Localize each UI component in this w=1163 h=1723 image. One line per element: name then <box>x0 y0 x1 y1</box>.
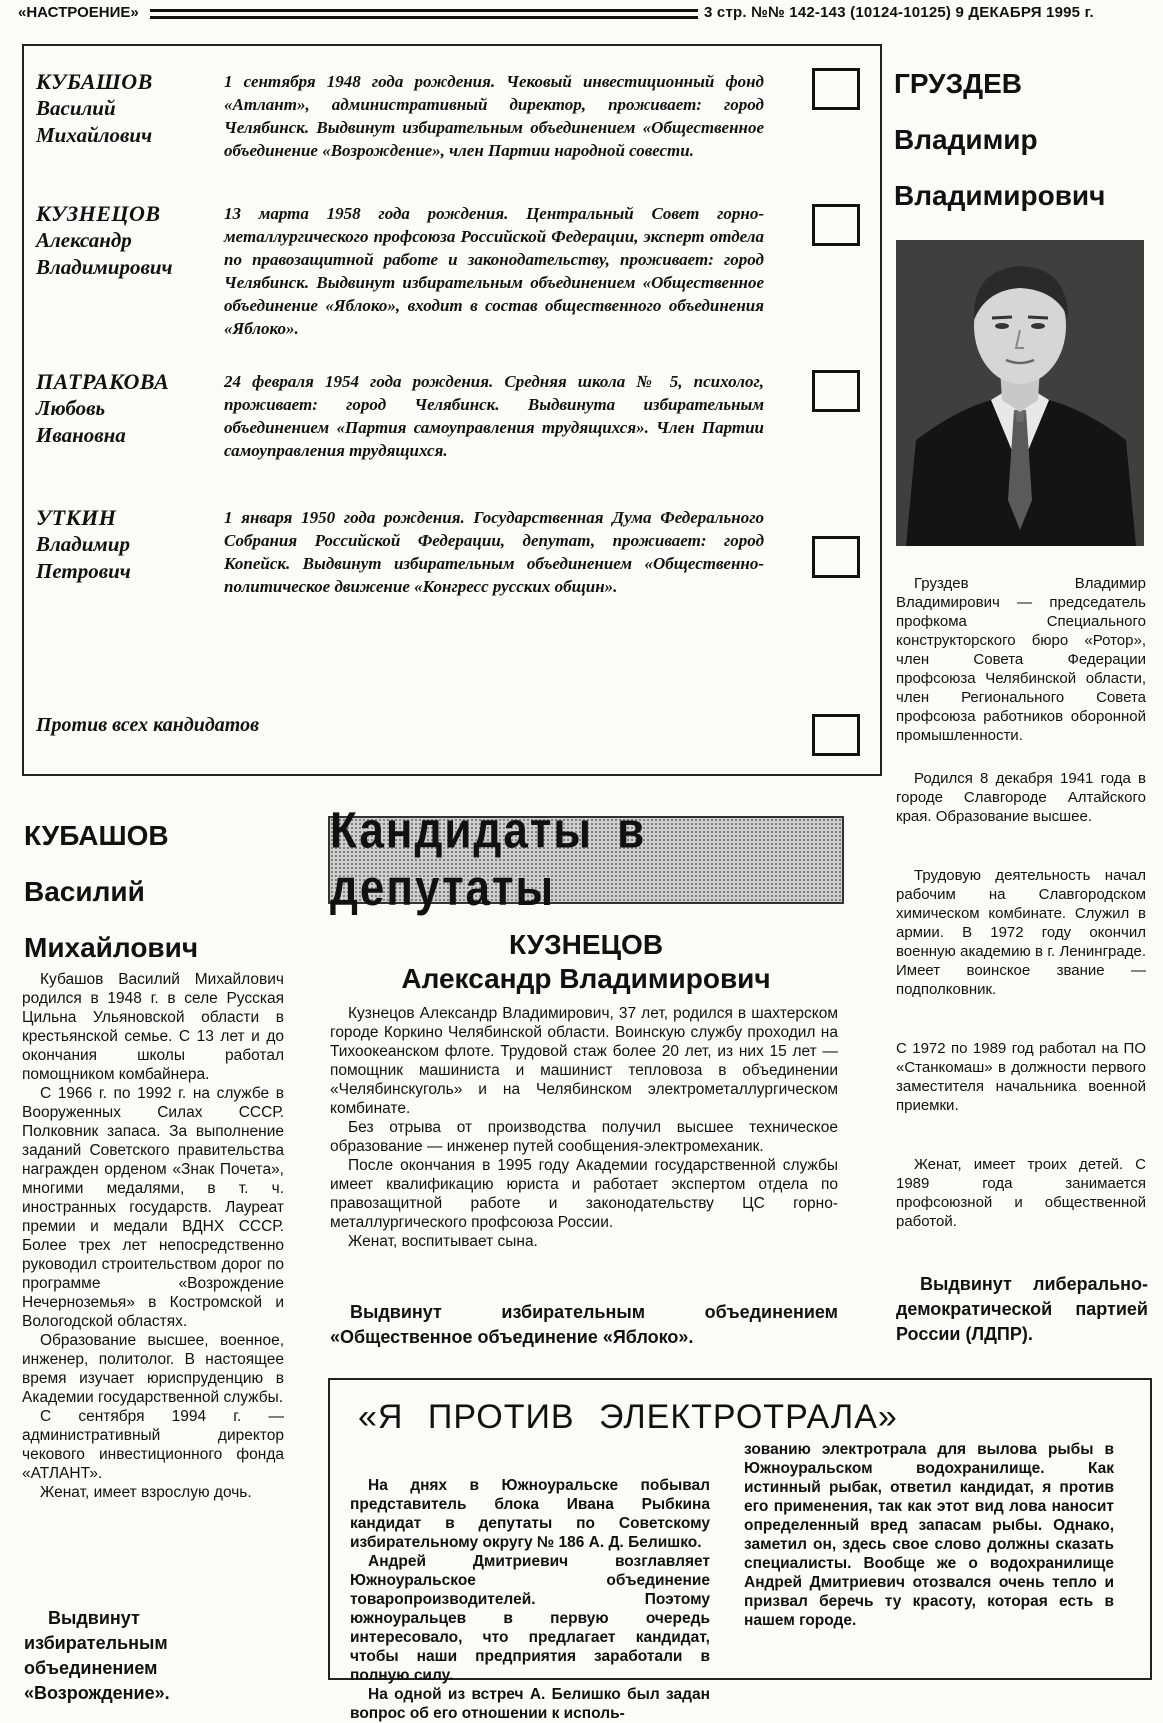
kuznetsov-bio <box>330 1004 838 1251</box>
against-all-label: Против всех кандидатов <box>36 714 260 736</box>
kuznetsov-bio-p2: Без отрыва от производства получил высшее техническое образование — инженер путей сообщения-электромеханик. <box>330 1119 838 1155</box>
gruzdev-bio-p5: Женат, имеет троих детей. С 1989 года занимается профсоюзной и общественной работой. <box>896 1156 1146 1230</box>
gruzdev-bio-p1: Груздев Владимир Владимирович — председатель профкома Специального конструкторского бюро «Ротор», член Совета Федерации профсоюза Челябинской области, член Регионального Совета профсоюза работников оборонной промышленности. <box>896 575 1146 744</box>
candidate-surname: УТКИН <box>36 505 117 530</box>
gruzdev-photo <box>896 240 1144 546</box>
kuznetsov-fullname: Александр Владимирович <box>401 963 771 994</box>
candidate-patronymic: Петрович <box>36 559 131 583</box>
article-c1-p3: На одной из встреч А. Белишко был задан вопрос об его отношении к исполь- <box>350 1686 710 1722</box>
gruzdev-bio <box>896 574 1146 1267</box>
candidate-first-name: Александр <box>36 228 132 252</box>
candidate-surname: КУБАШОВ <box>36 69 153 94</box>
candidate-patronymic: Владимирович <box>36 255 173 279</box>
candidate-surname: КУЗНЕЦОВ <box>36 201 161 226</box>
candidate-info: 24 февраля 1954 года рождения. Средняя школа № 5, психолог, проживает: город Челябинск. Выдвинута избирательным объединением «Партия самоуправления трудящихся». Член Партии самоуправления трудящихся. <box>224 372 764 460</box>
candidate-patronymic: Ивановна <box>36 423 126 447</box>
candidate-name <box>36 368 226 449</box>
kubashov-bio-p4: С сентября 1994 г. — административный директор чекового инвестиционного фонда «АТЛАНТ». <box>22 1408 284 1482</box>
kubashov-bio-p2: С 1966 г. по 1992 г. на службе в Вооруженных Силах СССР. Полковник запаса. За выполнение заданий Советского правительства награжден орденом «Знак Почета», многими медалями, в т. ч. иностранных государств. Лауреат премии и медали ВДНХ СССР. Более трех лет непосредственно руководил строительством дорог по программе «Возрождение Нечерноземья» в Костромской и Вологодской областях. <box>22 1085 284 1330</box>
gruzdev-bio-p3: Трудовую деятельность начал рабочим на Славгородском химическом комбинате. Служил в армии. В 1972 году окончил военную академию в г. Ленинграде. Имеет воинское звание — подполковник. <box>896 867 1146 998</box>
newspaper-name: «НАСТРОЕНИЕ» <box>18 4 139 21</box>
header-rule <box>150 9 698 19</box>
article-box <box>328 1378 1152 1722</box>
article-column-1 <box>350 1476 710 1723</box>
kuznetsov-bio-p3: После окончания в 1995 году Академии государственной службы имеет квалификацию юриста и работает экспертом отдела по правозащитной работе и законодательству ЦС горно-металлургического профсоюза России. <box>330 1157 838 1231</box>
candidate-first-name: Владимир <box>36 532 130 556</box>
kuznetsov-bio-p4: Женат, воспитывает сына. <box>348 1233 538 1250</box>
banner-title: Кандидаты в депутаты <box>330 802 647 917</box>
kubashov-name: Василий <box>24 876 145 907</box>
candidate-info: 13 марта 1958 года рождения. Центральный Совет горно-металлургического профсоюза Российской Федерации, эксперт отдела по правозащитной работе и законодательству, проживает: город Челябинск. Выдвинут избирательным объединением «Общественное объединение «Яблоко», входит в состав общественного объединения «Яблоко». <box>224 204 764 338</box>
gruzdev-bio-p4: С 1972 по 1989 год работал на ПО «Станкомаш» в должности первого заместителя начальника военной приемки. <box>896 1040 1146 1114</box>
candidate-first-name: Любовь <box>36 396 106 420</box>
section-banner <box>328 802 844 917</box>
kubashov-bio <box>22 970 284 1502</box>
kubashov-bio-p5: Женат, имеет взрослую дочь. <box>40 1484 252 1501</box>
kubashov-patronymic: Михайлович <box>24 932 199 963</box>
gruzdev-patronymic: Владимирович <box>894 180 1106 211</box>
page-header <box>18 2 1146 26</box>
candidate-info: 1 января 1950 года рождения. Государственная Дума Федерального Собрания Российской Федерации, депутат, проживает: город Копейск. Выдвинут избирательным объединением «Общественно-политическое движение «Конгресс русских общин». <box>224 508 764 596</box>
ballot-checkbox-patrakova[interactable] <box>812 370 860 412</box>
kubashov-heading <box>24 808 286 976</box>
gruzdev-heading <box>894 56 1154 224</box>
kuznetsov-nominated: Выдвинут избирательным объединением «Общественное объединение «Яблоко». <box>330 1302 838 1347</box>
kubashov-surname: КУБАШОВ <box>24 820 169 851</box>
ballot-checkbox-kubashov[interactable] <box>812 68 860 110</box>
article-c1-p2: Андрей Дмитриевич возглавляет Южноуральское объединение товаропроизводителей. Поэтому южноуральцев в первую очередь интересовало, что предлагает кандидат, чтобы наши предприятия заработали в полную силу. <box>350 1553 710 1684</box>
candidate-patronymic: Михайлович <box>36 123 153 147</box>
gruzdev-bio-p2: Родился 8 декабря 1941 года в городе Славгороде Алтайского края. Образование высшее. <box>896 770 1146 825</box>
ballot-box <box>22 44 882 776</box>
gruzdev-nominated: Выдвинут либерально-демократической партией России (ЛДПР). <box>896 1274 1148 1344</box>
article-c1-p1: На днях в Южноуральске побывал представитель блока Ивана Рыбкина кандидат в депутаты по Советскому избирательному округу № 186 А. Д. Белишко. <box>350 1477 710 1551</box>
ballot-checkbox-kuznetsov[interactable] <box>812 204 860 246</box>
candidate-first-name: Василий <box>36 96 116 120</box>
kuznetsov-surname: КУЗНЕЦОВ <box>508 929 664 960</box>
kuznetsov-heading <box>328 928 844 996</box>
gruzdev-name: Владимир <box>894 124 1038 155</box>
kubashov-nominated: Выдвинут избирательным объединением «Возрождение». <box>24 1608 170 1703</box>
article-c2-p1: зованию электротрала для вылова рыбы в Южноуральском водохранилище. Как истинный рыбак, ответил кандидат, я против его применения, так как этот вид лова наносит определенный вред запасам рыбы. Однако, заметил он, здесь свое слово должны сказать специалисты. Вообще же о водохранилище Андрей Дмитриевич отозвался очень тепло и призвал беречь ту красоту, которая есть в нашем городе. <box>744 1441 1114 1629</box>
gruzdev-surname: ГРУЗДЕВ <box>894 68 1022 99</box>
candidate-name <box>36 200 226 281</box>
issue-info: 3 стр. №№ 142-143 (10124-10125) 9 ДЕКАБРЯ 1995 г. <box>704 4 1094 21</box>
candidate-surname: ПАТРАКОВА <box>36 369 170 394</box>
ballot-checkbox-utkin[interactable] <box>812 536 860 578</box>
candidate-name <box>36 68 226 149</box>
candidate-name <box>36 504 226 585</box>
kubashov-bio-p3: Образование высшее, военное, инженер, политолог. В настоящее время изучает юриспруденцию в Академии государственной службы. <box>22 1332 284 1406</box>
portrait-image <box>896 240 1144 546</box>
kuznetsov-bio-p1: Кузнецов Александр Владимирович, 37 лет, родился в шахтерском городе Коркино Челябинской области. Воинскую службу проходил на Тихоокеанском флоте. Трудовой стаж более 20 лет, из них 15 лет — помощник машиниста и машинист тепловоза в объединении «Челябинскуголь» и на Челябинском электрометаллургическом комбинате. <box>330 1005 838 1117</box>
candidate-info: 1 сентября 1948 года рождения. Чековый инвестиционный фонд «Атлант», административный директор, проживает: город Челябинск. Выдвинут избирательным объединением «Общественное объединение «Возрождение», член Партии народной совести. <box>224 72 764 160</box>
article-title: «Я ПРОТИВ ЭЛЕКТРОТРАЛА» <box>358 1398 898 1436</box>
ballot-checkbox-against-all[interactable] <box>812 714 860 756</box>
kubashov-bio-p1: Кубашов Василий Михайлович родился в 1948 г. в селе Русская Цильна Ульяновской области в крестьянской семье. С 13 лет и до окончания школы работал помощником комбайнера. <box>22 971 284 1083</box>
article-column-2 <box>744 1440 1114 1630</box>
